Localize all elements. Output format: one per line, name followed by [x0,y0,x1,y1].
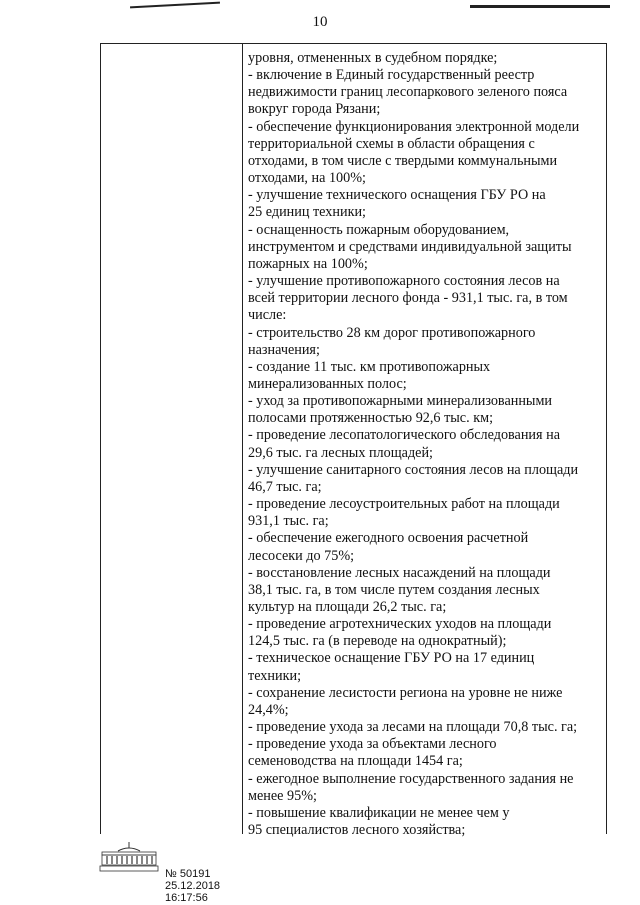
text-line: - обеспечение функционирования электронной модели [248,118,580,135]
scan-artifact-left [130,2,220,9]
text-line: - проведение ухода за объектами лесного [248,736,497,753]
text-line: уровня, отмененных в судебном порядке; [248,50,498,66]
text-line: - проведение ухода за лесами на площади 70,8 тыс. га; [248,719,578,736]
text-line: семеноводства на площади 1454 га; [248,753,463,770]
table-column-divider [242,44,243,834]
text-line: - обеспечение ежегодного освоения расчетной [248,530,529,547]
text-line: - проведение лесоустроительных работ на площади [248,496,560,513]
scan-artifact-right [470,5,610,8]
text-line: - повышение квалификации не менее чем у [248,804,510,821]
text-line: инструментом и средствами индивидуальной защиты [248,238,572,255]
text-line: - техническое оснащение ГБУ РО на 17 единиц [248,650,535,667]
text-line: территориальной схемы в области обращения с [248,135,535,152]
text-line: вокруг города Рязани; [248,101,381,118]
text-line: - строительство 28 км дорог противопожарного [248,324,536,341]
text-line: 124,5 тыс. га (в переводе на однократный); [248,633,507,650]
text-line: техники; [248,667,302,684]
text-line: всей территории лесного фонда - 931,1 тыс. га, в том [248,290,568,307]
text-line: - улучшение санитарного состояния лесов на площади [248,461,579,478]
text-line: 38,1 тыс. га, в том числе путем создания лесных [248,581,540,598]
text-line: - восстановление лесных насаждений на площади [248,564,551,581]
text-line: 46,7 тыс. га; [248,478,322,495]
document-footer [98,842,221,904]
text-line: - ежегодное выполнение государственного задания не [248,770,574,787]
text-line: пожарных на 100%; [248,255,368,272]
text-line: назначения; [248,341,320,358]
text-line: - проведение агротехнических уходов на площади [248,616,552,633]
text-line: полосами протяженностью 92,6 тыс. км; [248,410,494,427]
text-line: лесосеки до 75%; [248,547,355,564]
page-number: 10 [312,14,328,30]
text-line: 29,6 тыс. га лесных площадей; [248,444,433,461]
government-building-seal-icon [98,842,160,872]
document-table [100,43,607,839]
text-line: культур на площади 26,2 тыс. га; [248,599,447,615]
text-line: отходами, в том числе с твердыми коммунальными [248,152,558,169]
text-line: менее 95%; [248,787,317,804]
text-line: - оснащенность пожарным оборудованием, [248,221,510,238]
text-line: - создание 11 тыс. км противопожарных [248,358,491,375]
text-line: недвижимости границ лесопаркового зеленого пояса [248,84,568,101]
text-line: минерализованных полос; [248,375,407,392]
text-line: отходами, на 100%; [248,170,367,187]
text-line: - включение в Единый государственный реестр [248,67,535,84]
text-line: - сохранение лесистости региона на уровне не ниже [248,684,563,701]
text-line: числе: [248,307,287,324]
text-line: - уход за противопожарными минерализованными [248,393,553,410]
text-line: 95 специалистов лесного хозяйства; [248,822,466,839]
text-line: 24,4%; [248,701,289,718]
table-content-column [248,50,606,839]
text-line: - улучшение технического оснащения ГБУ РО на [248,187,546,204]
registration-stamp: № 50191 25.12.2018 16:17:56 [165,868,221,904]
text-line: - проведение лесопатологического обследования на [248,427,560,444]
text-line: 25 единиц техники; [248,204,366,221]
text-line: 931,1 тыс. га; [248,513,329,530]
text-line: - улучшение противопожарного состояния лесов на [248,273,560,290]
